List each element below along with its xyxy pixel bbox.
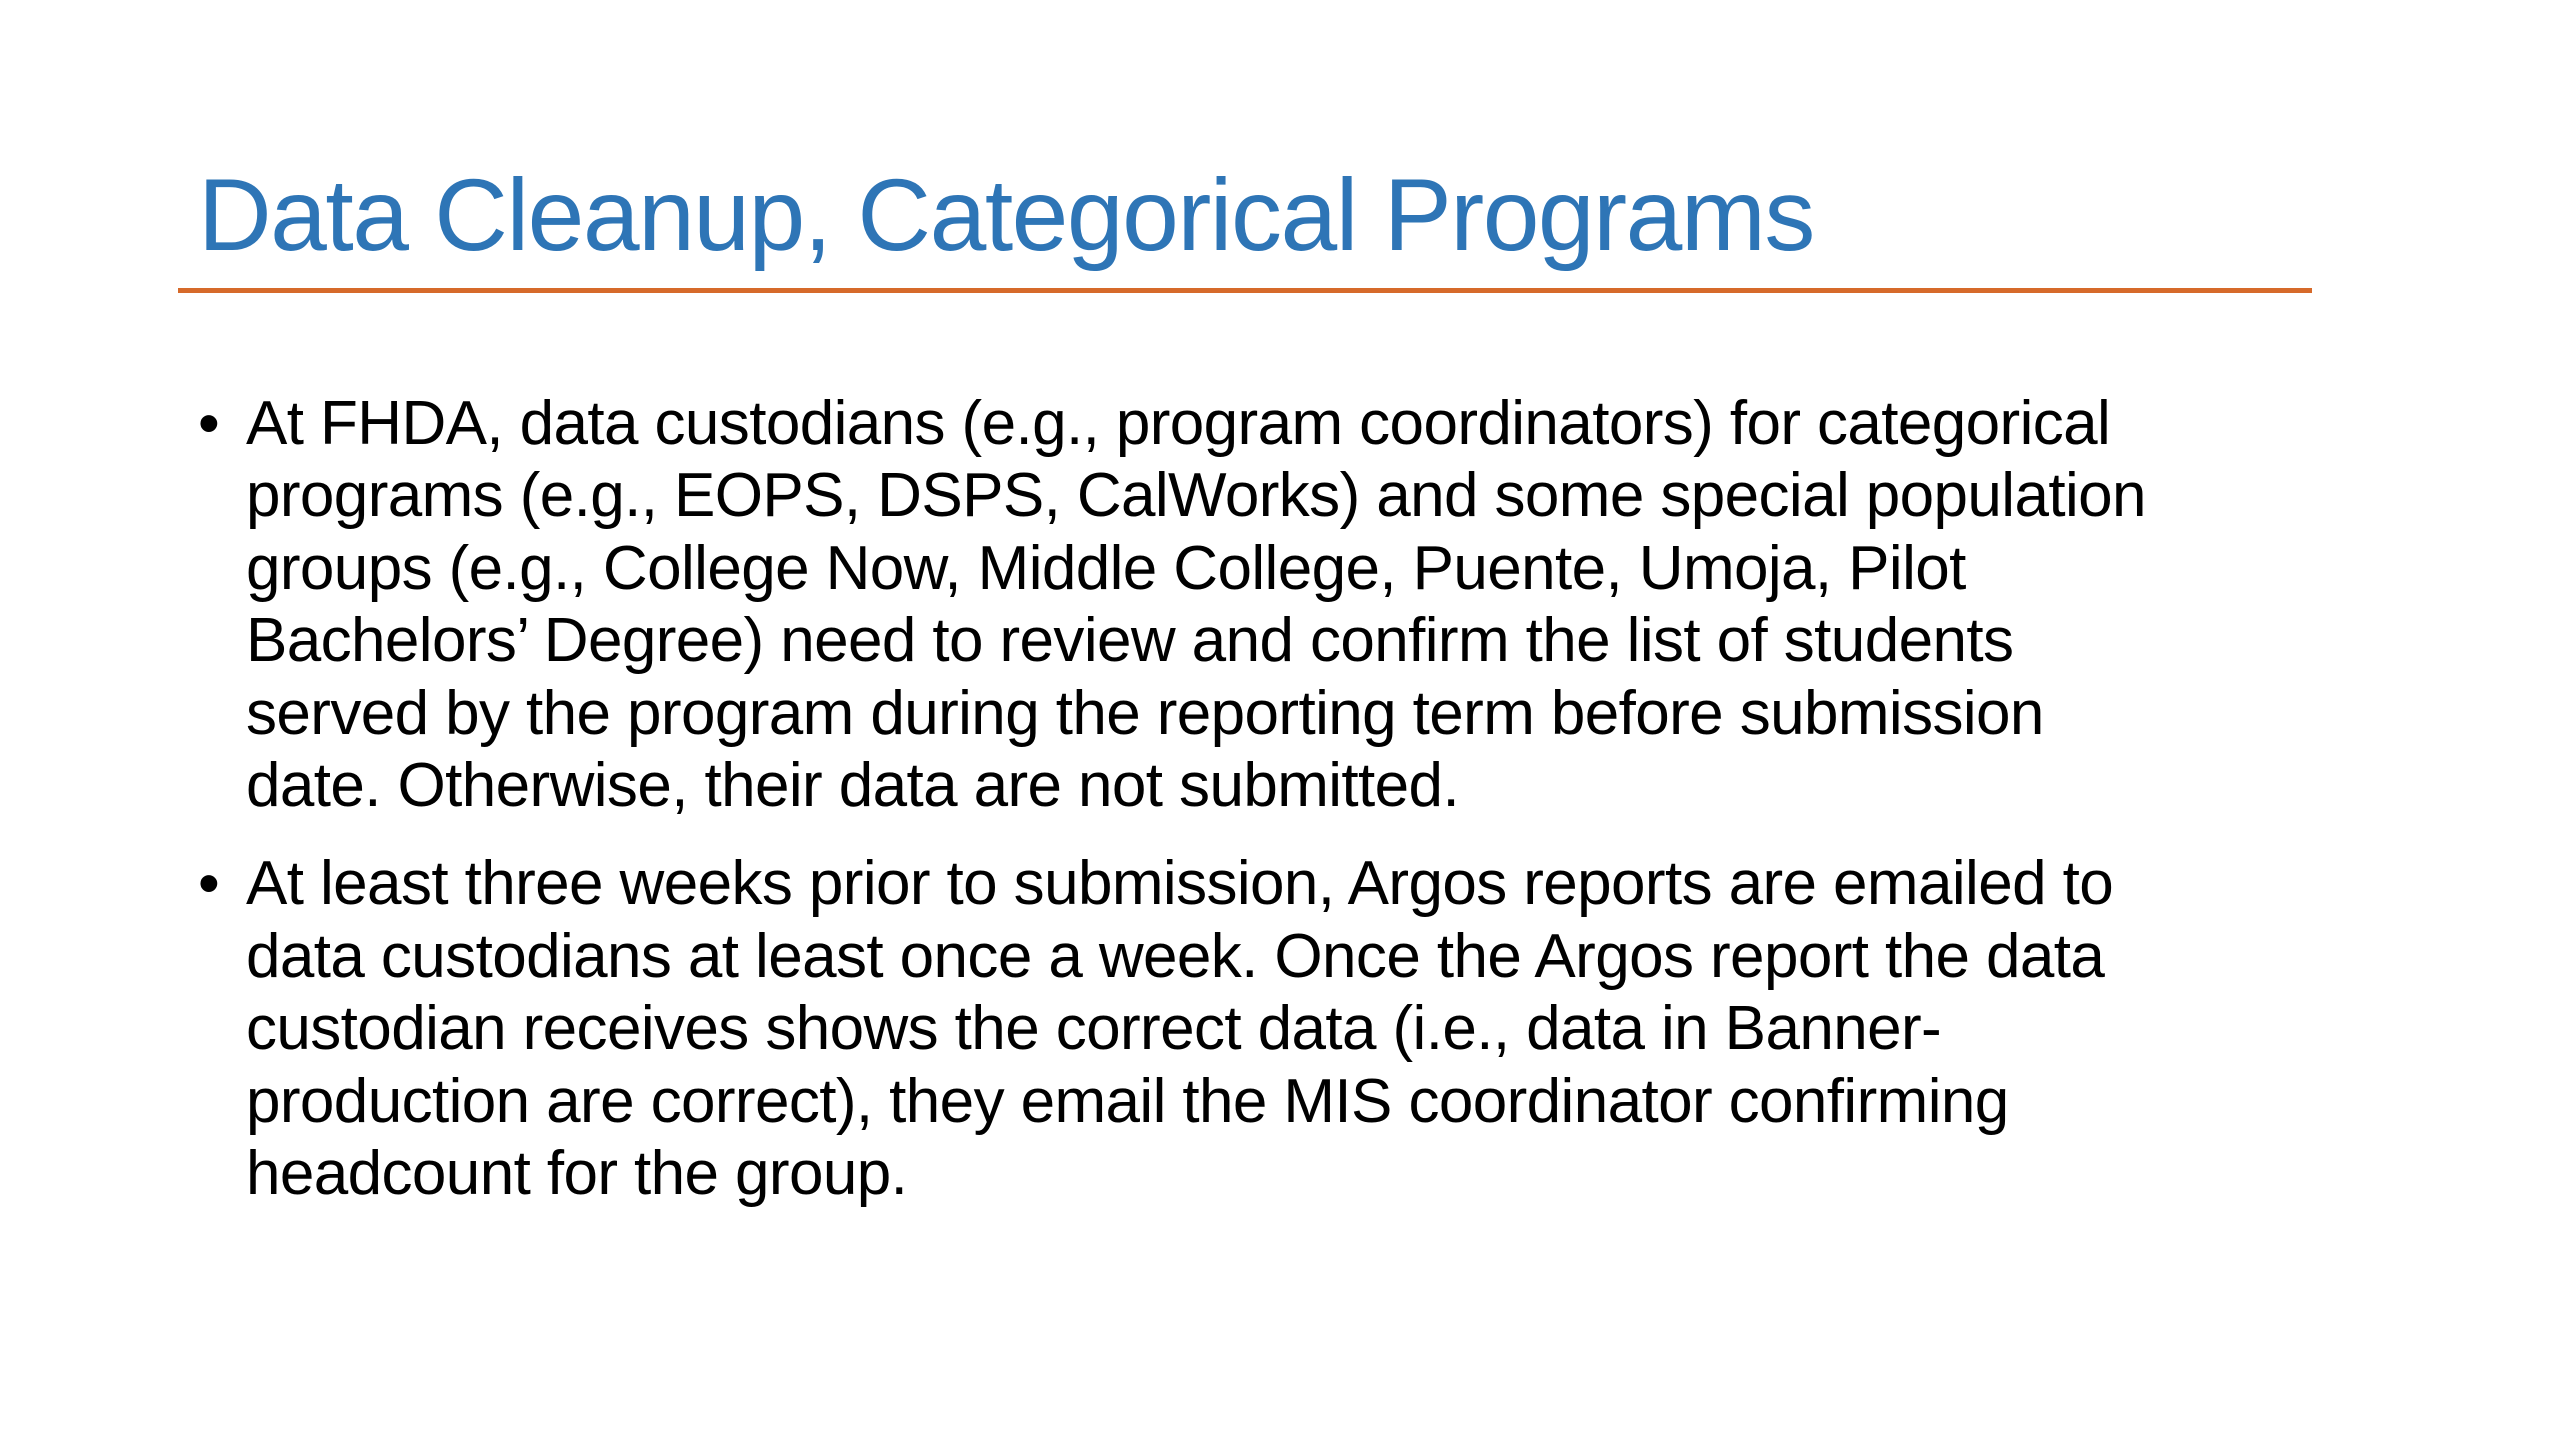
bullet-list	[198, 388, 2428, 1236]
bullet-icon: •	[198, 849, 220, 919]
bullet-item	[198, 388, 2428, 822]
title-underline	[178, 288, 2312, 293]
bullet-line: data custodians at least once a week. Once the Argos report the data	[246, 921, 2105, 991]
bullet-item	[198, 848, 2428, 1210]
bullet-line: programs (e.g., EOPS, DSPS, CalWorks) and some special population	[246, 461, 2146, 531]
bullet-line: At least three weeks prior to submission, Argos reports are emailed to	[246, 849, 2114, 919]
bullet-line: groups (e.g., College Now, Middle College, Puente, Umoja, Pilot	[246, 533, 1966, 603]
bullet-line: date. Otherwise, their data are not submitted.	[246, 751, 1460, 821]
bullet-line: At FHDA, data custodians (e.g., program coordinators) for categorical	[246, 389, 2111, 458]
slide-title: Data Cleanup, Categorical Programs	[198, 158, 1814, 272]
bullet-line: headcount for the group.	[246, 1139, 908, 1209]
bullet-icon: •	[198, 389, 220, 458]
bullet-line: custodian receives shows the correct data (i.e., data in Banner-	[246, 994, 1942, 1064]
bullet-line: served by the program during the reporting term before submission	[246, 678, 2044, 748]
bullet-line: production are correct), they email the MIS coordinator confirming	[246, 1066, 2009, 1136]
bullet-line: Bachelors’ Degree) need to review and confirm the list of students	[246, 606, 2014, 676]
